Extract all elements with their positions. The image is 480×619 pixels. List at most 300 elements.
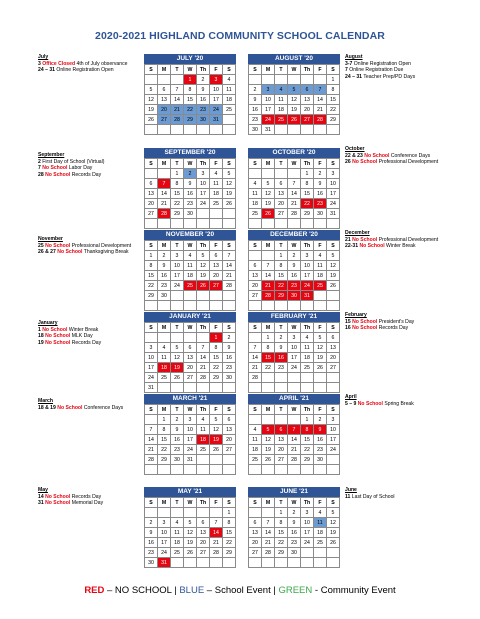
weekday-label: Th <box>197 65 210 75</box>
day-cell: 1 <box>210 333 223 343</box>
day-cell <box>301 301 314 311</box>
day-cell: 26 <box>288 115 301 125</box>
weekday-label: S <box>145 65 158 75</box>
day-cell: 30 <box>249 125 262 135</box>
day-cell: 2 <box>288 251 301 261</box>
day-cell <box>197 209 210 219</box>
weekday-label: F <box>210 159 223 169</box>
weekday-label: F <box>210 498 223 508</box>
weekday-label: W <box>184 498 197 508</box>
day-cell: 21 <box>210 538 223 548</box>
day-cell: 25 <box>249 455 262 465</box>
day-cell: 21 <box>288 199 301 209</box>
note-month: June <box>345 487 357 493</box>
note-event: Teacher Prep/PD Days <box>362 73 416 80</box>
note-detail: Memorial Day <box>70 500 104 507</box>
day-cell <box>223 115 236 125</box>
note-event: No School <box>45 242 71 249</box>
weekday-label: T <box>275 65 288 75</box>
day-cell <box>223 291 236 301</box>
weekday-label: Th <box>197 159 210 169</box>
day-cell <box>197 125 210 135</box>
day-cell <box>184 333 197 343</box>
day-cell: 30 <box>288 548 301 558</box>
day-cell: 5 <box>327 251 340 261</box>
note-date: 18 <box>38 333 46 340</box>
weekday-label: M <box>262 159 275 169</box>
day-cell: 31 <box>327 209 340 219</box>
weekday-label: W <box>288 65 301 75</box>
day-cell: 8 <box>184 85 197 95</box>
note-line <box>38 165 150 172</box>
note-date: 24 – 31 <box>345 73 362 80</box>
day-cell <box>210 301 223 311</box>
day-cell <box>158 383 171 393</box>
day-cell: 14 <box>197 353 210 363</box>
day-cell: 9 <box>288 261 301 271</box>
weekday-label: S <box>145 323 158 333</box>
note-line <box>38 405 150 412</box>
note-date: 28 <box>38 171 46 178</box>
day-cell: 4 <box>249 425 262 435</box>
day-cell: 21 <box>262 281 275 291</box>
day-cell <box>288 219 301 229</box>
day-cell <box>158 508 171 518</box>
day-cell: 18 <box>171 538 184 548</box>
day-cell: 5 <box>184 518 197 528</box>
day-cell <box>223 209 236 219</box>
day-cell: 30 <box>288 291 301 301</box>
day-cell: 24 <box>210 105 223 115</box>
day-cell <box>223 455 236 465</box>
day-cell: 23 <box>184 199 197 209</box>
day-cell: 2 <box>314 415 327 425</box>
weekday-label: F <box>210 323 223 333</box>
note-event: No School <box>352 325 378 332</box>
day-cell: 9 <box>314 179 327 189</box>
day-cell: 3 <box>301 251 314 261</box>
note-event: No School <box>45 333 71 340</box>
day-cell: 10 <box>262 95 275 105</box>
calendar-october <box>248 148 340 229</box>
day-cell: 27 <box>275 209 288 219</box>
day-cell: 26 <box>314 363 327 373</box>
day-cell: 15 <box>210 353 223 363</box>
note-detail: Thanksgiving Break <box>82 249 129 256</box>
day-cell <box>210 558 223 568</box>
day-cell: 4 <box>314 508 327 518</box>
day-cell: 7 <box>145 425 158 435</box>
day-cell: 3 <box>327 415 340 425</box>
weekday-label: Th <box>301 323 314 333</box>
day-cell: 24 <box>288 363 301 373</box>
day-cell <box>301 548 314 558</box>
day-cell: 31 <box>301 291 314 301</box>
weekday-label: M <box>262 498 275 508</box>
day-cell: 8 <box>327 85 340 95</box>
day-cell: 16 <box>314 189 327 199</box>
weekday-label: W <box>184 323 197 333</box>
note-line <box>38 67 150 74</box>
day-cell: 20 <box>158 105 171 115</box>
day-cell <box>171 383 184 393</box>
note-august <box>345 54 457 80</box>
day-cell: 22 <box>301 199 314 209</box>
day-cell: 22 <box>327 105 340 115</box>
day-cell: 24 <box>301 281 314 291</box>
day-cell: 8 <box>275 518 288 528</box>
note-detail: Conference Days <box>82 404 124 411</box>
day-cell <box>210 125 223 135</box>
day-cell <box>327 291 340 301</box>
day-cell <box>171 508 184 518</box>
note-september <box>38 152 150 178</box>
note-line <box>38 340 150 347</box>
day-cell: 13 <box>223 425 236 435</box>
weekday-label: Th <box>197 498 210 508</box>
calendar-august <box>248 54 340 135</box>
day-cell <box>262 169 275 179</box>
weekday-label: T <box>275 405 288 415</box>
day-cell: 16 <box>158 271 171 281</box>
day-cell: 17 <box>184 435 197 445</box>
day-cell: 8 <box>223 518 236 528</box>
day-cell: 29 <box>223 548 236 558</box>
note-line <box>38 327 150 334</box>
month-header: JANUARY '21 <box>144 312 236 322</box>
day-cell: 2 <box>158 251 171 261</box>
day-cell <box>249 301 262 311</box>
note-month: February <box>345 312 367 318</box>
day-cell <box>158 169 171 179</box>
day-cell: 10 <box>210 85 223 95</box>
day-cell: 10 <box>301 261 314 271</box>
day-cell: 17 <box>288 353 301 363</box>
legend-blue: BLUE <box>179 585 205 596</box>
day-cell <box>327 465 340 475</box>
weekday-label: T <box>171 405 184 415</box>
calendar-june <box>248 487 340 568</box>
day-cell <box>327 558 340 568</box>
day-cell <box>223 383 236 393</box>
day-cell: 7 <box>158 179 171 189</box>
note-event: Online Registration Due <box>347 67 404 74</box>
day-cell: 4 <box>210 169 223 179</box>
day-cell: 17 <box>197 189 210 199</box>
weekday-label: M <box>262 241 275 251</box>
weekday-label: S <box>145 405 158 415</box>
day-cell: 17 <box>210 95 223 105</box>
day-cell: 2 <box>249 85 262 95</box>
day-cell: 15 <box>301 435 314 445</box>
day-cell <box>249 251 262 261</box>
day-cell: 23 <box>145 548 158 558</box>
day-cell: 31 <box>262 125 275 135</box>
day-cell: 5 <box>210 415 223 425</box>
day-cell: 24 <box>262 115 275 125</box>
day-cell: 8 <box>262 343 275 353</box>
note-date: 3 <box>38 60 43 67</box>
day-cell: 20 <box>275 445 288 455</box>
day-cell: 23 <box>197 105 210 115</box>
day-cell <box>184 125 197 135</box>
day-cell: 28 <box>145 455 158 465</box>
note-event: No School <box>57 404 83 411</box>
weekday-label: W <box>184 405 197 415</box>
note-event: No School <box>42 326 68 333</box>
weekday-label: S <box>223 241 236 251</box>
note-detail: Professional Development <box>377 236 439 243</box>
day-cell <box>301 75 314 85</box>
day-cell: 13 <box>327 343 340 353</box>
day-cell: 23 <box>314 199 327 209</box>
month-header: JULY '20 <box>144 54 236 64</box>
note-detail: Spring Break <box>382 400 414 407</box>
day-cell: 27 <box>197 548 210 558</box>
day-cell: 13 <box>184 353 197 363</box>
day-cell <box>223 125 236 135</box>
day-cell: 9 <box>171 425 184 435</box>
day-cell: 16 <box>275 353 288 363</box>
day-cell: 12 <box>171 353 184 363</box>
day-cell: 24 <box>145 373 158 383</box>
day-cell: 7 <box>210 518 223 528</box>
day-cell: 27 <box>145 209 158 219</box>
note-december <box>345 230 457 250</box>
day-cell: 1 <box>275 508 288 518</box>
day-cell: 11 <box>301 343 314 353</box>
day-cell: 12 <box>327 518 340 528</box>
day-cell: 23 <box>275 363 288 373</box>
day-cell: 26 <box>327 538 340 548</box>
day-cell: 7 <box>197 343 210 353</box>
month-header: NOVEMBER '20 <box>144 230 236 240</box>
day-cell <box>145 125 158 135</box>
weekday-label: M <box>158 498 171 508</box>
day-cell <box>314 301 327 311</box>
day-cell: 17 <box>145 363 158 373</box>
day-cell <box>171 125 184 135</box>
day-cell: 3 <box>158 518 171 528</box>
month-header: MAY '21 <box>144 487 236 497</box>
day-cell <box>210 508 223 518</box>
day-cell: 6 <box>197 518 210 528</box>
month-header: MARCH '21 <box>144 394 236 404</box>
day-cell: 1 <box>145 251 158 261</box>
day-cell <box>210 455 223 465</box>
note-line <box>38 249 150 256</box>
weekday-label: W <box>288 159 301 169</box>
day-cell: 13 <box>158 95 171 105</box>
note-detail: Labor Day <box>67 165 93 172</box>
weekday-label: F <box>314 159 327 169</box>
day-cell: 28 <box>249 373 262 383</box>
day-cell <box>314 219 327 229</box>
day-cell: 26 <box>171 373 184 383</box>
weekday-label: F <box>314 241 327 251</box>
day-cell: 4 <box>197 415 210 425</box>
day-cell: 5 <box>197 251 210 261</box>
day-cell: 15 <box>145 271 158 281</box>
note-date: 2 <box>38 158 41 165</box>
day-cell <box>314 291 327 301</box>
note-date: 16 <box>345 325 353 332</box>
day-cell <box>288 415 301 425</box>
day-cell: 12 <box>288 95 301 105</box>
day-cell: 7 <box>223 251 236 261</box>
day-cell <box>197 465 210 475</box>
weekday-label: S <box>327 323 340 333</box>
day-cell: 17 <box>327 435 340 445</box>
day-cell: 19 <box>197 271 210 281</box>
day-cell: 7 <box>262 261 275 271</box>
note-line <box>345 319 457 326</box>
day-cell: 22 <box>223 538 236 548</box>
note-line <box>345 325 457 332</box>
day-cell <box>327 548 340 558</box>
note-event: Online Registration Open <box>352 60 411 67</box>
day-cell: 16 <box>184 189 197 199</box>
day-cell: 28 <box>262 548 275 558</box>
day-cell <box>197 558 210 568</box>
day-cell: 26 <box>145 115 158 125</box>
legend-red-text: – NO SCHOOL | <box>104 585 180 596</box>
note-date: 7 <box>38 165 43 172</box>
day-cell <box>171 301 184 311</box>
day-cell: 29 <box>301 455 314 465</box>
day-cell <box>288 383 301 393</box>
day-cell: 7 <box>262 518 275 528</box>
day-cell: 19 <box>184 538 197 548</box>
day-cell: 12 <box>262 435 275 445</box>
day-cell <box>275 383 288 393</box>
note-line <box>345 494 457 501</box>
day-cell <box>262 219 275 229</box>
note-month: August <box>345 54 363 60</box>
day-cell: 10 <box>158 528 171 538</box>
weekday-label: T <box>171 159 184 169</box>
day-cell: 11 <box>184 261 197 271</box>
day-cell <box>314 75 327 85</box>
day-cell <box>158 219 171 229</box>
note-date: 19 <box>38 339 46 346</box>
day-cell: 10 <box>145 353 158 363</box>
day-cell <box>184 301 197 311</box>
day-cell <box>223 465 236 475</box>
day-cell: 14 <box>171 95 184 105</box>
month-header: APRIL '21 <box>248 394 340 404</box>
day-cell: 24 <box>158 548 171 558</box>
day-cell: 10 <box>184 425 197 435</box>
day-cell: 18 <box>249 199 262 209</box>
note-month: July <box>38 54 49 60</box>
note-october <box>345 146 457 166</box>
note-event: No School <box>352 236 378 243</box>
day-cell: 7 <box>249 343 262 353</box>
day-cell: 22 <box>275 281 288 291</box>
day-cell: 14 <box>158 189 171 199</box>
day-cell: 28 <box>158 209 171 219</box>
note-event: Online Registration Open <box>55 67 114 74</box>
weekday-label: W <box>288 241 301 251</box>
weekday-label: S <box>223 498 236 508</box>
day-cell: 4 <box>301 333 314 343</box>
calendar-april <box>248 394 340 475</box>
calendar-november <box>144 230 236 311</box>
day-cell: 26 <box>262 455 275 465</box>
day-cell: 2 <box>288 508 301 518</box>
day-cell <box>145 508 158 518</box>
note-line <box>38 172 150 179</box>
day-cell: 10 <box>171 261 184 271</box>
day-cell <box>275 125 288 135</box>
month-header: OCTOBER '20 <box>248 148 340 158</box>
day-cell <box>197 333 210 343</box>
day-cell: 22 <box>145 281 158 291</box>
weekday-label: Th <box>301 65 314 75</box>
day-cell: 6 <box>249 518 262 528</box>
day-cell: 9 <box>184 179 197 189</box>
day-cell: 2 <box>145 518 158 528</box>
day-cell: 25 <box>197 445 210 455</box>
day-cell <box>314 383 327 393</box>
weekday-label: S <box>223 65 236 75</box>
note-june <box>345 487 457 500</box>
calendar-september <box>144 148 236 229</box>
day-cell: 28 <box>288 209 301 219</box>
note-event: No School <box>45 339 71 346</box>
calendar-december <box>248 230 340 311</box>
day-cell: 17 <box>262 105 275 115</box>
day-cell <box>197 508 210 518</box>
note-month: September <box>38 152 65 158</box>
note-event: No School <box>45 171 71 178</box>
note-month: December <box>345 230 370 236</box>
note-date: 1 <box>38 326 43 333</box>
day-cell: 12 <box>184 528 197 538</box>
day-cell: 16 <box>145 538 158 548</box>
note-detail: Winter Break <box>384 243 416 250</box>
day-cell: 3 <box>262 85 275 95</box>
day-cell <box>301 383 314 393</box>
day-cell: 14 <box>262 271 275 281</box>
legend-red: RED <box>84 585 105 596</box>
day-cell: 9 <box>197 85 210 95</box>
day-cell: 6 <box>249 261 262 271</box>
note-detail: Winter Break <box>67 326 99 333</box>
day-cell: 14 <box>210 528 223 538</box>
calendar-january <box>144 312 236 393</box>
day-cell <box>145 219 158 229</box>
month-header: FEBRUARY '21 <box>248 312 340 322</box>
note-event: No School <box>364 152 390 159</box>
day-cell: 23 <box>288 538 301 548</box>
day-cell: 20 <box>210 271 223 281</box>
day-cell: 14 <box>262 528 275 538</box>
day-cell: 16 <box>223 353 236 363</box>
day-cell: 25 <box>314 538 327 548</box>
day-cell: 12 <box>314 343 327 353</box>
note-line <box>345 67 457 74</box>
day-cell <box>275 75 288 85</box>
day-cell: 2 <box>184 169 197 179</box>
day-cell <box>223 219 236 229</box>
day-cell: 15 <box>171 189 184 199</box>
note-date: 22-31 <box>345 243 360 250</box>
note-event: No School <box>42 165 68 172</box>
day-cell: 4 <box>171 518 184 528</box>
weekday-label: T <box>275 241 288 251</box>
